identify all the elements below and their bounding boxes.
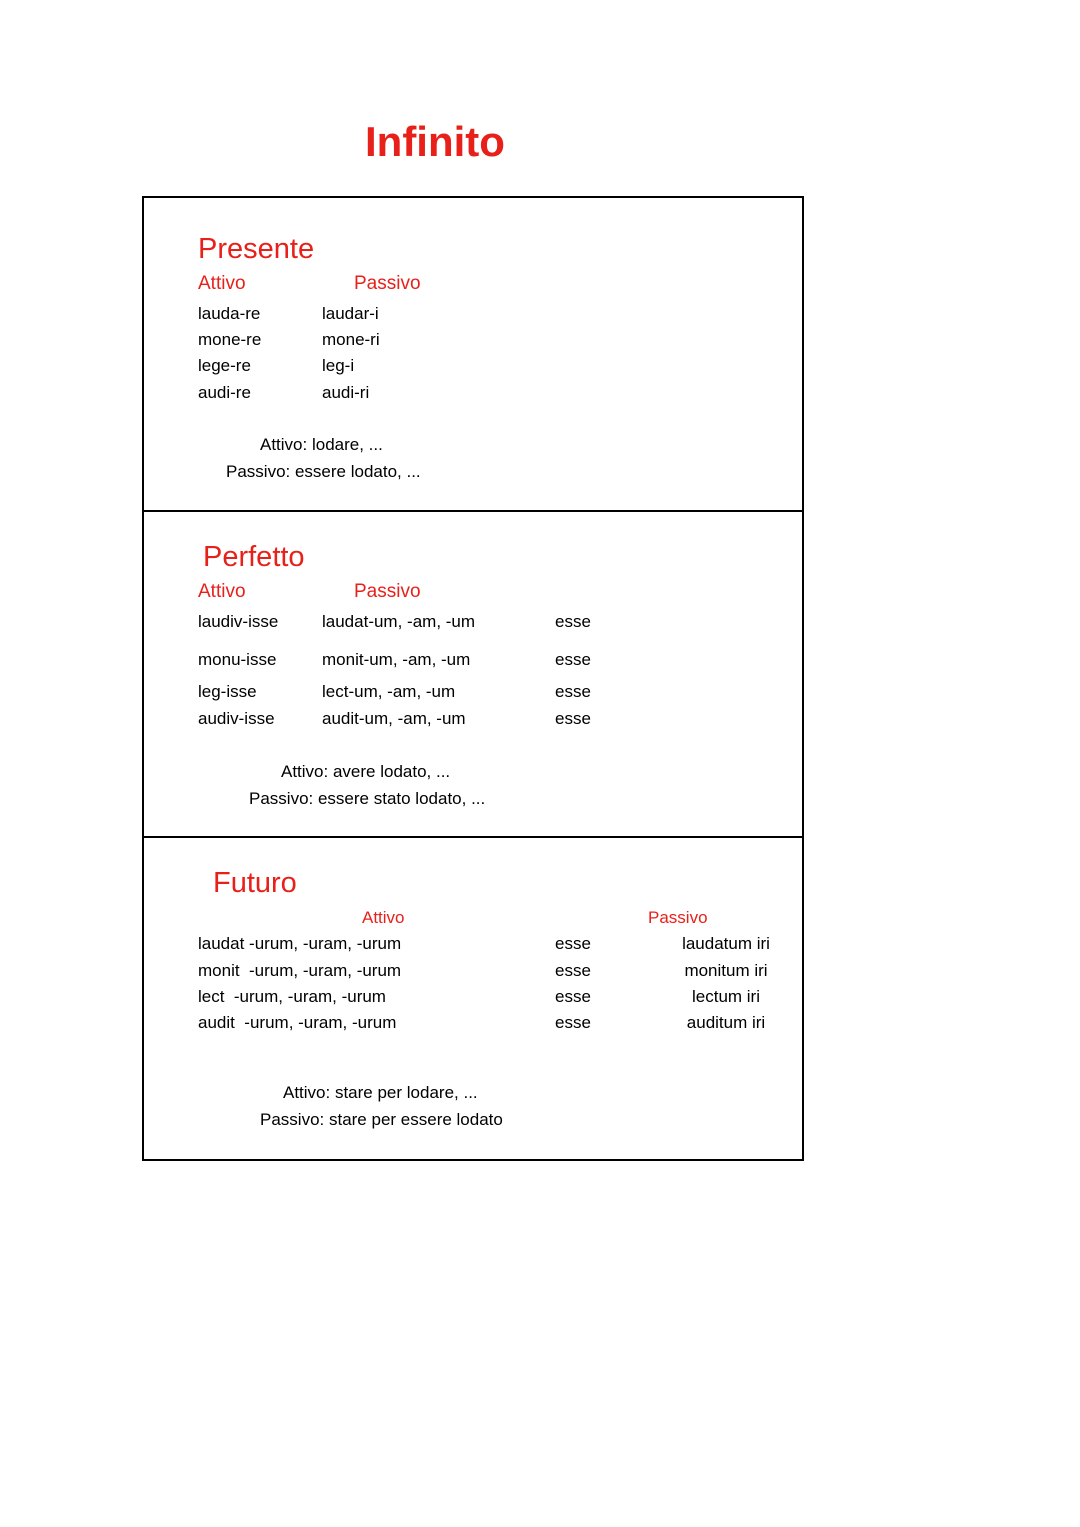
- perfetto-esse-cell: esse: [555, 650, 591, 669]
- futuro-attivo-cell: monit -urum, -uram, -urum: [198, 961, 402, 980]
- futuro-attivo-cell: audit -urum, -uram, -urum: [198, 1013, 397, 1032]
- presente-attivo-label: Attivo: [198, 273, 246, 294]
- perfetto-passivo-cell: laudat-um, -am, -um: [322, 612, 476, 631]
- perfetto-note-attivo: Attivo: avere lodato, ...: [281, 762, 451, 781]
- futuro-esse-cell: esse: [555, 934, 591, 953]
- perfetto-attivo-cell: leg-isse: [198, 682, 257, 701]
- perfetto-note-passivo: Passivo: essere stato lodato, ...: [249, 789, 486, 808]
- presente-note-attivo: Attivo: lodare, ...: [260, 435, 383, 454]
- page-title: Infinito: [365, 118, 505, 165]
- perfetto-passivo-cell: monit-um, -am, -um: [322, 650, 471, 669]
- futuro-note-attivo: Attivo: stare per lodare, ...: [283, 1083, 478, 1102]
- presente-attivo-cell: lauda-re: [198, 304, 261, 323]
- futuro-passivo-cell: monitum iri: [684, 961, 768, 980]
- futuro-attivo-cell: laudat -urum, -uram, -urum: [198, 934, 402, 953]
- presente-passivo-label: Passivo: [354, 273, 421, 294]
- presente-attivo-cell: audi-re: [198, 383, 251, 402]
- futuro-note-passivo: Passivo: stare per essere lodato: [260, 1110, 503, 1129]
- futuro-heading: Futuro: [213, 867, 297, 899]
- presente-passivo-cell: leg-i: [322, 356, 355, 375]
- futuro-passivo-cell: lectum iri: [691, 987, 760, 1006]
- perfetto-attivo-cell: monu-isse: [198, 650, 277, 669]
- perfetto-attivo-cell: laudiv-isse: [198, 612, 279, 631]
- presente-passivo-cell: mone-ri: [322, 330, 380, 349]
- futuro-passivo-label: Passivo: [648, 908, 708, 927]
- futuro-esse-cell: esse: [555, 961, 591, 980]
- futuro-passivo-cell: laudatum iri: [682, 934, 770, 953]
- perfetto-attivo-label: Attivo: [198, 581, 246, 602]
- perfetto-esse-cell: esse: [555, 682, 591, 701]
- presente-heading: Presente: [198, 233, 315, 265]
- perfetto-esse-cell: esse: [555, 709, 591, 728]
- perfetto-esse-cell: esse: [555, 612, 591, 631]
- futuro-esse-cell: esse: [555, 987, 591, 1006]
- perfetto-passivo-cell: audit-um, -am, -um: [322, 709, 466, 728]
- futuro-attivo-cell: lect -urum, -uram, -urum: [198, 987, 386, 1006]
- perfetto-passivo-label: Passivo: [354, 581, 421, 602]
- presente-attivo-cell: mone-re: [198, 330, 262, 349]
- perfetto-heading: Perfetto: [203, 541, 305, 573]
- futuro-esse-cell: esse: [555, 1013, 591, 1032]
- presente-note-passivo: Passivo: essere lodato, ...: [226, 462, 421, 481]
- futuro-attivo-label: Attivo: [362, 908, 405, 927]
- futuro-passivo-cell: auditum iri: [686, 1013, 766, 1032]
- presente-passivo-cell: laudar-i: [322, 304, 379, 323]
- perfetto-attivo-cell: audiv-isse: [198, 709, 275, 728]
- perfetto-passivo-cell: lect-um, -am, -um: [322, 682, 456, 701]
- presente-passivo-cell: audi-ri: [322, 383, 370, 402]
- presente-attivo-cell: lege-re: [198, 356, 251, 375]
